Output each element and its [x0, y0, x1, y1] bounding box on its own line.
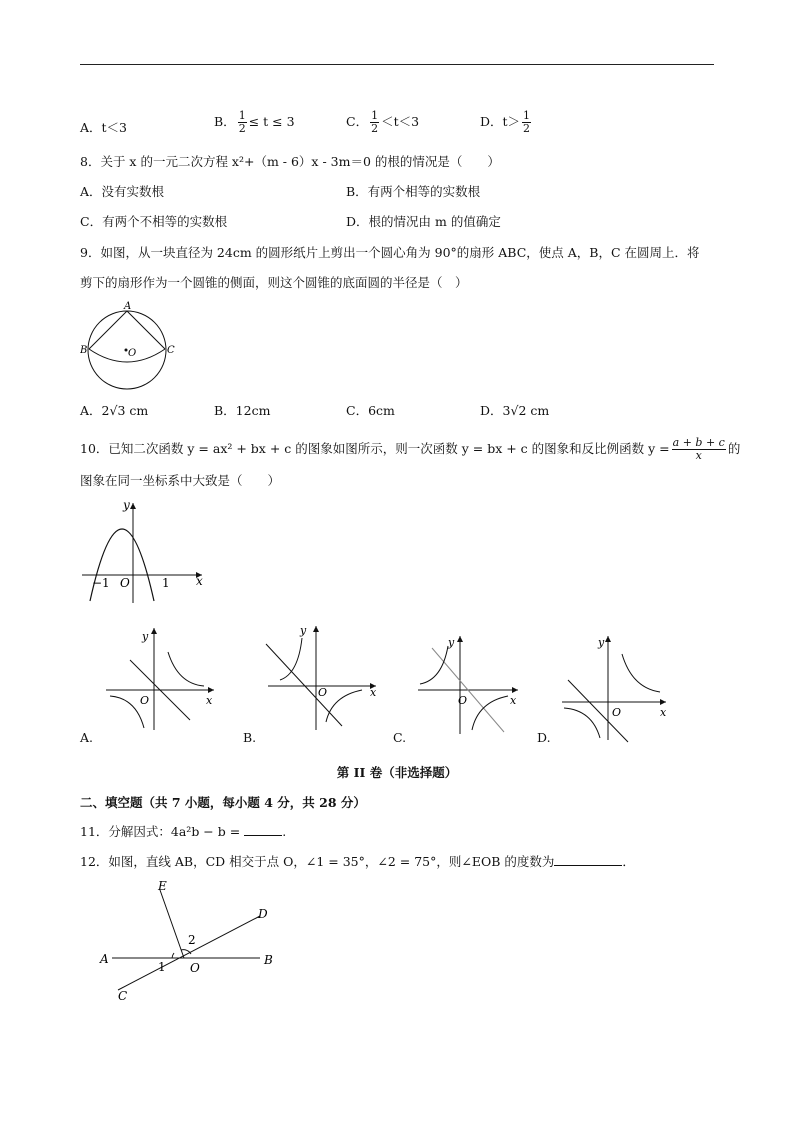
- q10-d-y: y: [598, 636, 605, 649]
- q10-b-x: x: [370, 686, 377, 699]
- q12-label-o: O: [190, 961, 200, 975]
- section2-title: 二、填空题（共 7 小题，每小题 4 分，共 28 分）: [80, 795, 366, 810]
- q10-option-d-graph: [556, 632, 672, 744]
- q12-label-b: B: [264, 953, 273, 967]
- q10-a-o: O: [140, 694, 150, 707]
- q10-o-label: O: [120, 576, 130, 590]
- q12-angle-2: 2: [188, 933, 196, 947]
- q10-option-a: A.: [80, 730, 94, 745]
- q9-label-o: O: [128, 348, 137, 359]
- q10-parabola-figure: [78, 495, 208, 605]
- q8-option-d: D．根的情况由 m 的值确定: [346, 214, 501, 229]
- q7-option-a: A．t＜3: [80, 120, 128, 135]
- q10-line1: 10．已知二次函数 y = ax² + bx + c 的图象如图所示，则一次函数 y = bx + c 的图象和反比例函数 y = $\frac{a + b + c}{x}$ 的: [80, 436, 741, 462]
- q12-answer-blank[interactable]: [554, 853, 622, 866]
- q10-one-label: 1: [162, 576, 170, 590]
- part2-title: 第 II 卷（非选择题）: [336, 765, 458, 780]
- q10-y-label: y: [123, 498, 130, 512]
- q7-option-b: B． $\frac{1}{2}$ ≤ t ≤ 3: [214, 109, 295, 135]
- q10-c-o: O: [458, 694, 468, 707]
- q10-option-c-graph: [412, 632, 524, 736]
- q9-line2: 剪下的扇形作为一个圆锥的侧面，则这个圆锥的底面圆的半径是（ ）: [80, 275, 468, 290]
- q8-stem: 8．关于 x 的一元二次方程 x²+（m - 6）x - 3m＝0 的根的情况是（ ）: [80, 154, 500, 169]
- q12: 12．如图，直线 AB，CD 相交于点 O，∠1 = 35°，∠2 = 75°，则∠EOB 的度数为 ．: [80, 854, 635, 869]
- q10-option-d: D.: [537, 730, 551, 745]
- q10-c-x: x: [510, 694, 517, 707]
- q10-line2: 图象在同一坐标系中大致是（ ）: [80, 473, 281, 488]
- q12-label-c: C: [118, 989, 128, 1003]
- q9-label-b: B: [80, 345, 88, 356]
- q9-option-b: B．12cm: [214, 403, 271, 418]
- q9-figure: [80, 300, 190, 395]
- q12-angle-1: 1: [158, 960, 166, 974]
- q10-option-b-graph: [262, 622, 382, 732]
- q7-option-c: C． $\frac{1}{2}$ ＜t＜3: [346, 109, 420, 135]
- q10-d-o: O: [612, 706, 622, 719]
- q7-option-d: D．t＞ $\frac{1}{2}$: [480, 109, 531, 135]
- q12-figure: [96, 878, 286, 1004]
- q9-option-d: D．3√2 cm: [480, 403, 550, 418]
- q11: 11．分解因式：4a²b − b = .: [80, 824, 287, 839]
- q8-option-a: A．没有实数根: [80, 184, 165, 199]
- q10-b-y: y: [300, 624, 307, 637]
- q12-label-d: D: [258, 907, 268, 921]
- q8-option-b: B．有两个相等的实数根: [346, 184, 481, 199]
- q10-x-label: x: [196, 574, 203, 588]
- q10-a-y: y: [142, 630, 149, 643]
- q12-label-e: E: [158, 879, 167, 893]
- q10-option-a-graph: [100, 622, 220, 732]
- q11-answer-blank[interactable]: [244, 823, 282, 836]
- q10-a-x: x: [206, 694, 213, 707]
- q10-d-x: x: [660, 706, 667, 719]
- header-rule: [80, 64, 714, 65]
- q9-option-a: A．2√3 cm: [80, 403, 149, 418]
- q12-label-a: A: [100, 952, 109, 966]
- q9-option-c: C．6cm: [346, 403, 395, 418]
- q9-line1: 9．如图，从一块直径为 24cm 的圆形纸片上剪出一个圆心角为 90°的扇形 ABC，使点 A，B，C 在圆周上．将: [80, 245, 700, 260]
- q9-label-a: A: [124, 301, 132, 312]
- q10-option-b: B.: [243, 730, 257, 745]
- q10-c-y: y: [448, 636, 455, 649]
- q8-option-c: C．有两个不相等的实数根: [80, 214, 228, 229]
- q10-option-c: C.: [393, 730, 407, 745]
- q10-b-o: O: [318, 686, 328, 699]
- q9-label-c: C: [167, 345, 175, 356]
- q10-neg1-label: −1: [92, 576, 110, 590]
